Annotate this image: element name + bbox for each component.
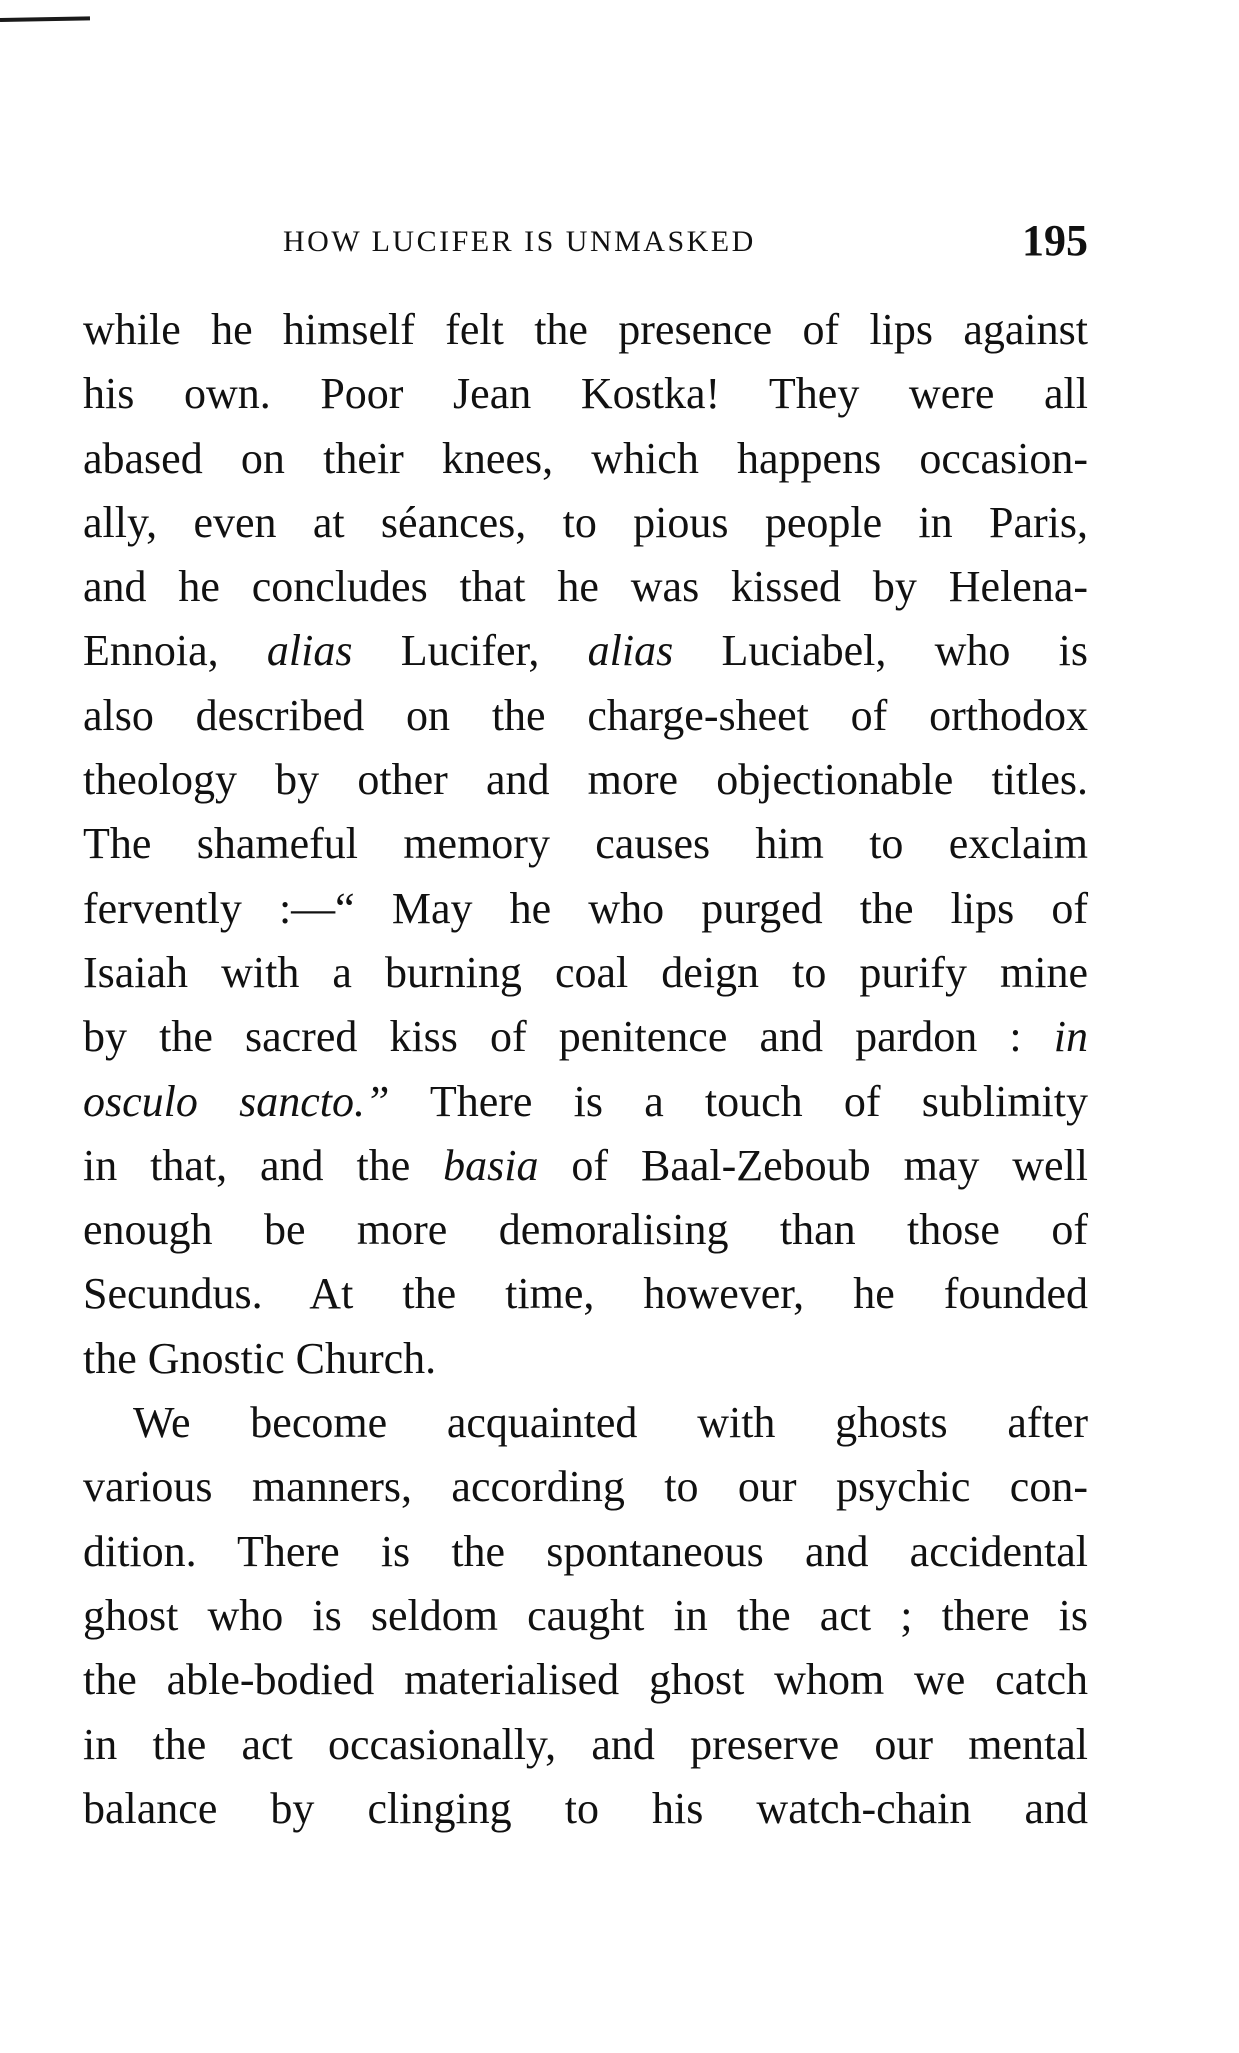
page-header bbox=[83, 215, 1088, 265]
text-line: ghost who is seldom caught in the act ; there is bbox=[83, 1590, 1088, 1640]
text-run: Luciabel, who is bbox=[673, 626, 1088, 676]
running-head: HOW LUCIFER IS UNMASKED bbox=[283, 225, 756, 258]
italic-run: alias bbox=[587, 626, 674, 676]
text-run: of Baal-Zeboub may well bbox=[538, 1140, 1088, 1190]
text-line: and he concludes that he was kissed by Helena- bbox=[83, 562, 1088, 612]
text-line: We become acquainted with ghosts after bbox=[133, 1398, 1088, 1448]
text-line: Secundus. At the time, however, he founded bbox=[83, 1269, 1088, 1319]
text-run: in that, and the bbox=[83, 1140, 444, 1190]
text-line: theology by other and more objectionable titles. bbox=[83, 755, 1088, 805]
text-line bbox=[83, 619, 1088, 683]
text-line: The shameful memory causes him to exclaim bbox=[83, 819, 1088, 869]
text-line: ally, even at séances, to pious people in Paris, bbox=[83, 497, 1088, 547]
text-line: also described on the charge-sheet of orthodox bbox=[83, 690, 1088, 740]
text-line: abased on their knees, which happens occasion- bbox=[83, 433, 1088, 483]
text-line: fervently :—“ May he who purged the lips of bbox=[83, 883, 1088, 933]
text-line bbox=[83, 1134, 1088, 1198]
italic-run: osculo sancto.” bbox=[83, 1076, 390, 1126]
text-run: by the sacred kiss of penitence and pardon : bbox=[83, 1012, 1054, 1062]
page-number: 195 bbox=[1022, 216, 1088, 265]
text-line: Isaiah with a burning coal deign to purify mine bbox=[83, 947, 1088, 997]
text-line: various manners, according to our psychic con- bbox=[83, 1462, 1088, 1512]
italic-run: in bbox=[1053, 1012, 1088, 1062]
text-line: balance by clinging to his watch-chain and bbox=[83, 1783, 1088, 1833]
text-line: the Gnostic Church. bbox=[83, 1333, 437, 1383]
text-run: There is a touch of sublimity bbox=[389, 1076, 1088, 1126]
body-text bbox=[83, 298, 1088, 1841]
text-run: Lucifer, bbox=[352, 626, 588, 676]
text-line: dition. There is the spontaneous and accidental bbox=[83, 1526, 1088, 1576]
text-line: the able-bodied materialised ghost whom we catch bbox=[83, 1655, 1088, 1705]
text-line bbox=[83, 1005, 1088, 1069]
text-line bbox=[83, 1070, 1088, 1134]
text-line: enough be more demoralising than those of bbox=[83, 1205, 1088, 1255]
text-line: while he himself felt the presence of lips against bbox=[83, 305, 1088, 354]
text-line: in the act occasionally, and preserve our mental bbox=[83, 1719, 1088, 1769]
text-line: his own. Poor Jean Kostka! They were all bbox=[83, 369, 1088, 419]
italic-run: alias bbox=[266, 626, 353, 676]
text-run: Ennoia, bbox=[83, 626, 267, 676]
scan-corner-mark bbox=[0, 16, 90, 22]
italic-run: basia bbox=[443, 1140, 539, 1190]
